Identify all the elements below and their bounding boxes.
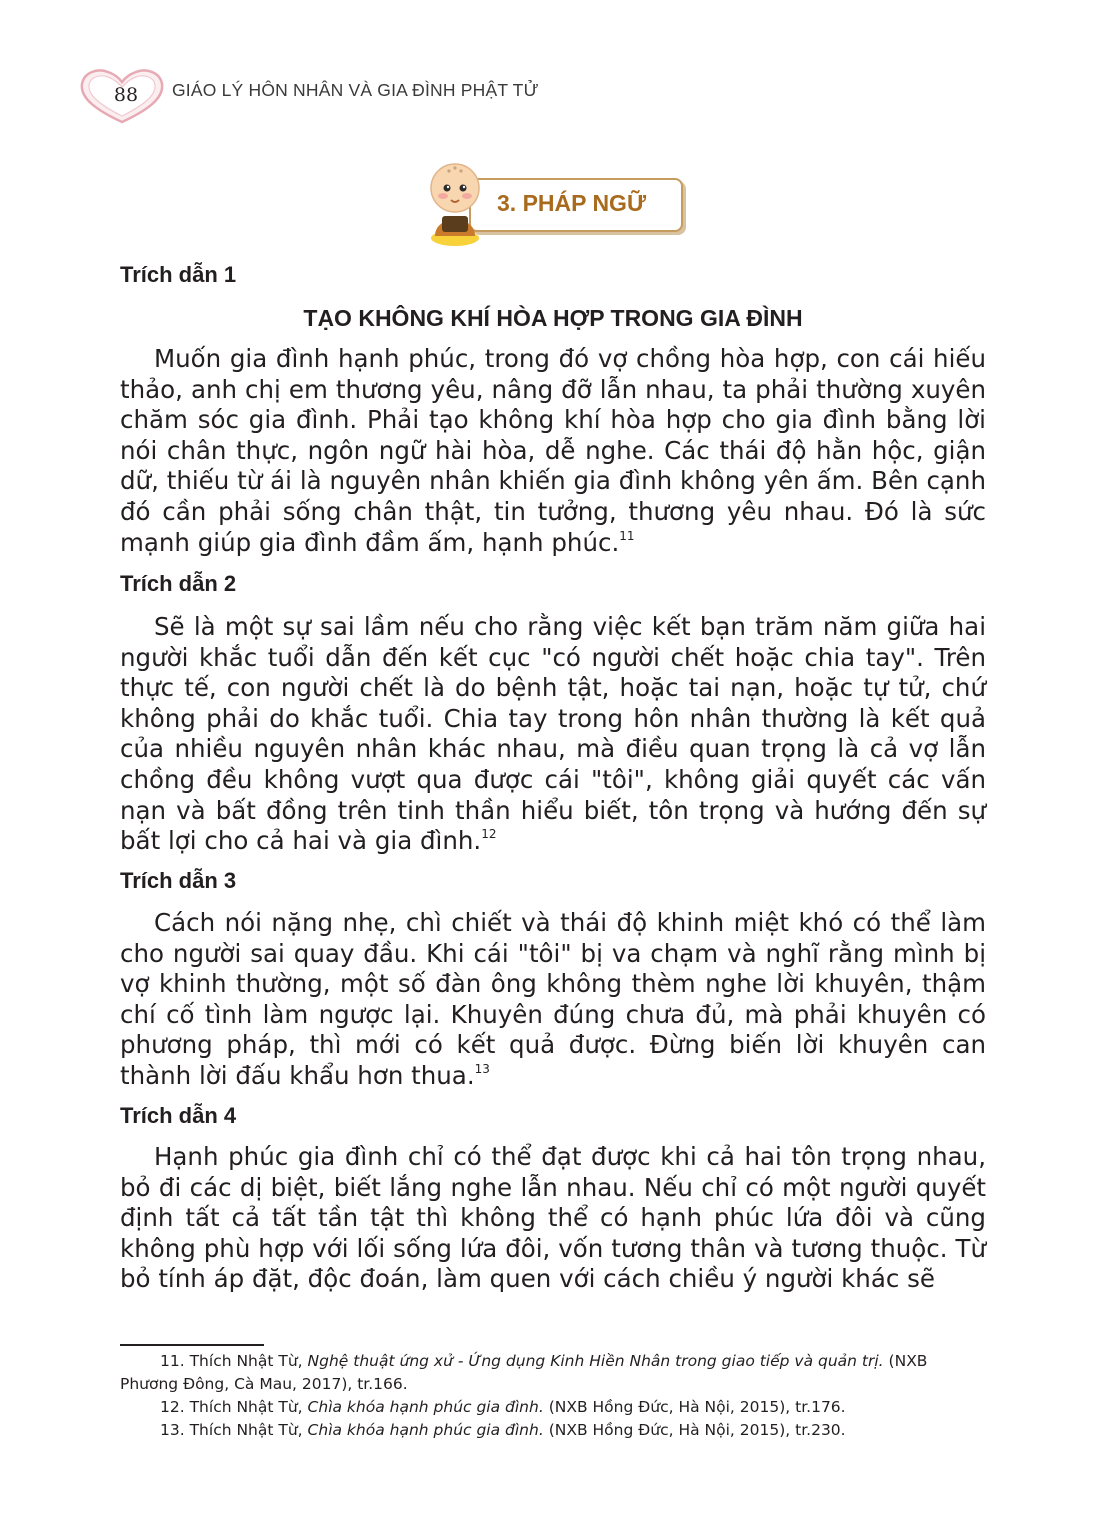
quote-text-1 [120,344,986,558]
quote-text-2 [120,612,986,857]
little-monk-icon [425,150,485,250]
footnote-ref-13: 13 [474,1061,490,1076]
section-title: 3. PHÁP NGỮ [497,190,647,216]
quote-heading-2: Trích dẫn 2 [120,571,237,596]
footnote-12: 12. Thích Nhật Từ, Chìa khóa hạnh phúc gia đình. (NXB Hồng Đức, Hà Nội, 2015), tr.176. [160,1398,846,1416]
quote-heading-4: Trích dẫn 4 [120,1103,237,1128]
running-title: GIÁO LÝ HÔN NHÂN VÀ GIA ĐÌNH PHẬT TỬ [172,80,539,100]
quote-body-2: Sẽ là một sự sai lầm nếu cho rằng việc kết bạn trăm năm giữa hai người khắc tuổi dẫn đến kết cục "có người chết hoặc chia tay". Trên thực tế, con người chết là do bệnh tật, hoặc tai nạn, hoặc tự tử, chứ không phải do khắc tuổi. Chia tay trong hôn nhân thường là kết quả của nhiều nguyên nhân khác nhau, mà điều quan trọng là cả vợ lẫn chồng đều không vượt qua được cái "tôi", không giải quyết các vấn nạn và bất đồng trên tinh thần hiểu biết, tôn trọng và hướng đến sự bất lợi cho cả hai và gia đình. [120,612,986,856]
page-number: 88 [113,84,139,106]
page-header [76,66,976,130]
quote-body-1: Muốn gia đình hạnh phúc, trong đó vợ chồng hòa hợp, con cái hiếu thảo, anh chị em thương yêu, nâng đỡ lẫn nhau, ta phải thường xuyên chăm sóc gia đình. Phải tạo không khí hòa hợp cho gia đình bằng lời nói chân thực, ngôn ngữ hài hòa, dễ nghe. Các thái độ hằn hộc, giận dữ, thiếu từ ái là nguyên nhân khiến gia đình không yên ấm. Bên cạnh đó cần phải sống chân thật, tin tưởng, thương yêu nhau. Đó là sức mạnh giúp gia đình đầm ấm, hạnh phúc. [120,344,986,557]
quote-text-4: Hạnh phúc gia đình chỉ có thể đạt được khi cả hai tôn trọng nhau, bỏ đi các dị biệt, biết lắng nghe lẫn nhau. Nếu chỉ có một người quyết định tất cả tất tần tật thì không thể có hạnh phúc lứa đôi và cũng không phù hợp với lối sống lứa đôi, vốn tương thân và tương thuộc. Từ bỏ tính áp đặt, độc đoán, làm quen với cách chiều ý người khác sẽ [120,1142,986,1294]
quote-title-1: TẠO KHÔNG KHÍ HÒA HỢP TRONG GIA ĐÌNH [303,305,803,331]
footnote-11: 11. Thích Nhật Từ, Nghệ thuật ứng xử - Ứng dụng Kinh Hiền Nhân trong giao tiếp và quản trị. (NXB Phương Đông, Cà Mau, 2017), tr.166. [120,1352,928,1393]
quote-heading-3: Trích dẫn 3 [120,868,237,893]
section-badge [425,150,685,250]
footnote-ref-11: 11 [619,528,635,543]
quote-body-3: Cách nói nặng nhẹ, chì chiết và thái độ khinh miệt khó có thể làm cho người sai quay đầu. Khi cái "tôi" bị va chạm và nghĩ rằng mình bị vợ khinh thường, một số đàn ông không thèm nghe lời khuyên, thậm chí cố tình làm ngược lại. Khuyên đúng chưa đủ, mà phải khuyên có phương pháp, thì mới có kết quả được. Đừng biến lời khuyên can thành lời đấu khẩu hơn thua. [120,908,986,1090]
footnote-ref-12: 12 [481,827,497,842]
section-badge-box [469,178,683,232]
footnote-13: 13. Thích Nhật Từ, Chìa khóa hạnh phúc gia đình. (NXB Hồng Đức, Hà Nội, 2015), tr.230. [160,1421,846,1439]
quote-heading-1: Trích dẫn 1 [120,262,237,287]
footnote-divider [120,1344,264,1346]
quote-text-3 [120,908,986,1092]
